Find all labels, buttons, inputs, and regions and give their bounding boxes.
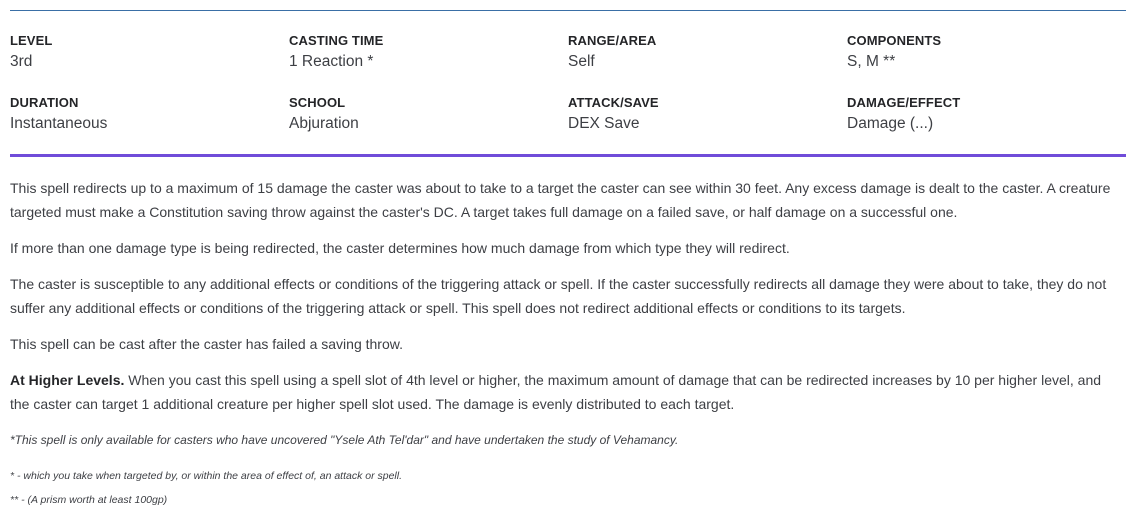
stat-label: CASTING TIME <box>289 33 384 48</box>
description-paragraph: If more than one damage type is being redirected, the caster determines how much damage from which type they will redirect. <box>10 240 790 256</box>
stat-value: 1 Reaction * <box>289 53 374 70</box>
stat-value: Abjuration <box>289 115 359 132</box>
stat-value: S, M ** <box>847 53 896 70</box>
stat-label: SCHOOL <box>289 95 346 110</box>
description-paragraph: The caster is susceptible to any additional effects or conditions of the triggering attack or spell. If the caster successfully redirects all damage they were about to take, they do not suffer any additional effects or conditions of the triggering attack or spell. This spell does not redirect additional effects or conditions to its targets. <box>10 276 1107 316</box>
stat-row-2 <box>10 95 1126 157</box>
stat-casting-time <box>289 33 568 95</box>
stat-label: DAMAGE/EFFECT <box>847 95 961 110</box>
stat-value: DEX Save <box>568 115 640 132</box>
spell-stats <box>10 33 1126 157</box>
stat-value: Instantaneous <box>10 115 108 132</box>
description-paragraph: This spell redirects up to a maximum of 15 damage the caster was about to take to a target the caster can see within 30 feet. Any excess damage is dealt to the caster. A creature targeted must make a Constitution saving throw against the caster's DC. A target takes full damage on a failed save, or half damage on a successful one. <box>10 180 1111 220</box>
stat-label: COMPONENTS <box>847 33 942 48</box>
stat-attack-save <box>568 95 847 157</box>
stat-label: DURATION <box>10 95 79 110</box>
footnote-components: ** - (A prism worth at least 100gp) <box>10 494 168 506</box>
stat-label: LEVEL <box>10 33 53 48</box>
higher-levels-paragraph <box>10 368 1122 416</box>
stat-row-1 <box>10 33 1126 95</box>
stat-label: ATTACK/SAVE <box>568 95 659 110</box>
spell-description <box>10 176 1122 512</box>
stat-label: RANGE/AREA <box>568 33 657 48</box>
stat-duration <box>10 95 289 157</box>
higher-levels-label: At Higher Levels. <box>10 372 125 388</box>
stat-range-area <box>568 33 847 95</box>
stat-value: 3rd <box>10 53 33 70</box>
stat-value: Damage (...) <box>847 115 934 132</box>
footnote-casting-time: * - which you take when targeted by, or within the area of effect of, an attack or spell. <box>10 470 403 482</box>
availability-note: *This spell is only available for casters who have uncovered "Ysele Ath Tel'dar" and have undertaken the study of Vehamancy. <box>10 433 679 447</box>
section-divider <box>10 154 1126 157</box>
stat-value: Self <box>568 53 595 70</box>
stat-components <box>847 33 1126 95</box>
stat-level <box>10 33 289 95</box>
higher-levels-text: When you cast this spell using a spell slot of 4th level or higher, the maximum amount of damage that can be redirected increases by 10 per higher level, and the caster can target 1 additional creature per higher spell slot used. The damage is evenly distributed to each target. <box>10 372 1102 412</box>
description-paragraph: This spell can be cast after the caster has failed a saving throw. <box>10 336 403 352</box>
stat-school <box>289 95 568 157</box>
stat-damage-effect <box>847 95 1126 157</box>
top-divider <box>10 10 1126 11</box>
